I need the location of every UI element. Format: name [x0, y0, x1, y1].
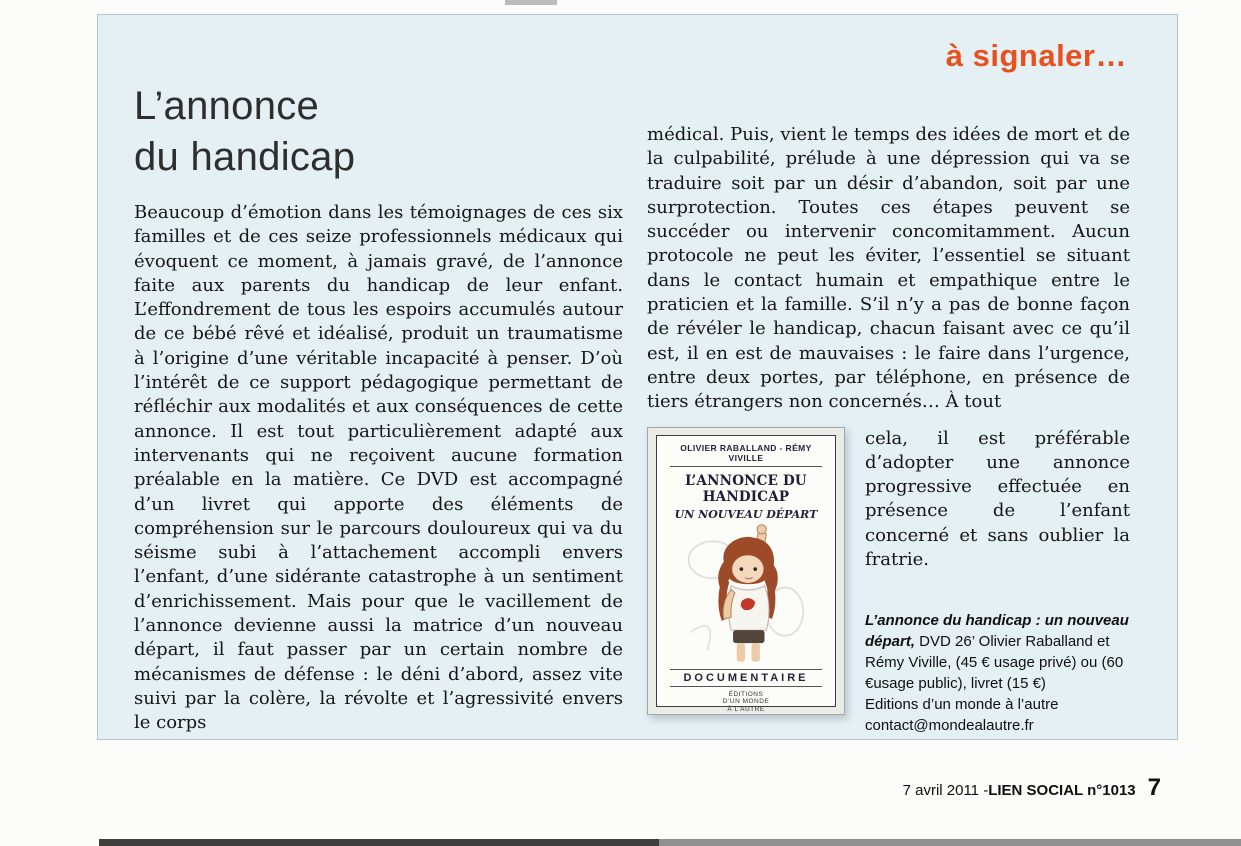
right-column-text: médical. Puis, vient le temps des idées de mort et de la culpabilité, prélude à une dépression qui va se traduire soit par un désir d’abandon, soit par une surprotection. Toutes ces étapes peuvent se succéder ou intervenir concomitamment. Aucun protocole ne peut les éviter, l’essentiel se situant dans le contact humain et empathique entre le praticien et la famille. S’il n’y a pas de bonne façon de révéler le handicap, chacun faisant avec ce qu’il est, il en est de mauvaises : le faire dans l’urgence, entre deux portes, par téléphone, en présence de tiers étrangers non concernés… À tout — [647, 124, 1130, 413]
dvd-publisher-line2: D’UN MONDE — [722, 698, 770, 706]
wrap-text: cela, il est préférable d’adopter une annonce progressive effectuée en présence de l’enfant concerné et sans oublier la fratrie. — [865, 427, 1130, 571]
caption-credits — [865, 610, 1130, 694]
scan-artifact-bottom-right — [659, 839, 1241, 846]
dvd-publisher-line3: À L’AUTRE — [727, 705, 765, 713]
caption-title: L’annonce du handicap : un nouveau départ, — [865, 612, 1129, 651]
dvd-cover-card — [656, 435, 836, 713]
footer-page-number: 7 — [1147, 774, 1161, 801]
scan-artifact-top — [505, 0, 557, 5]
caption-details: DVD 26’ Olivier Raballand et Rémy Viville, (45 € usage privé) ou (60 €usage public), livret (15 €) — [865, 633, 1124, 693]
caption-publisher: Editions d’un monde à l’autre — [865, 696, 1059, 714]
article-title-line1: L’annonce — [134, 84, 320, 128]
manga-girl-illustration — [681, 521, 811, 669]
article-title — [134, 81, 355, 183]
right-stack — [845, 427, 1130, 737]
right-column — [647, 123, 1130, 736]
left-column-text: Beaucoup d’émotion dans les témoignages de ces six familles et de ces seize professionnels médicaux qui évoquent ce moment, à jamais gravé, de l’annonce faite aux parents du handicap de leur enfant. L’effondrement de tous les espoirs accumulés autour de ce bébé rêvé et idéalisé, produit un traumatisme à l’origine d’une véritable incapacité à penser. D’où l’intérêt de ce support pédagogique permettant de réfléchir aux modalités et aux conséquences de cette annonce. Il est tout particulièrement adapté aux intervenants qui ne reçoivent aucune formation préalable en la matière. Ce DVD est accompagné d’un livret qui apporte des éléments de compréhension sur le parcours douloureux qui va du séisme subi à l’attachement accompli envers l’enfant, d’une sidérante catastrophe à un sentiment d’enrichissement. Mais pour que le vacillement de l’annonce devienne aussi la matrice d’un nouveau départ, il faut passer par un certain nombre de mécanismes de défense : le déni d’abord, assez vite suivi par la colère, la révolte et l’agressivité envers le corps — [134, 202, 623, 734]
dvd-publisher-line1: ÉDITIONS — [728, 690, 764, 698]
footer-issue: LIEN SOCIAL n°1013 — [988, 782, 1136, 799]
scan-artifact-bottom-left — [99, 839, 659, 846]
dvd-illustration — [663, 521, 829, 669]
article-container — [97, 14, 1178, 740]
dvd-title: L’ANNONCE DU HANDICAP — [685, 472, 807, 505]
article-title-line2: du handicap — [134, 135, 356, 179]
section-flag: à signaler… — [945, 38, 1127, 73]
dvd-publisher-logo — [723, 691, 770, 714]
media-row — [647, 427, 1130, 737]
page-footer — [903, 774, 1161, 802]
dvd-subtitle: UN NOUVEAU DÉPART — [674, 507, 818, 521]
dvd-caption — [865, 610, 1130, 736]
dvd-genre: DOCUMENTAIRE — [670, 669, 823, 687]
dvd-cover — [647, 427, 845, 715]
footer-date: 7 avril 2011 - — [902, 782, 989, 799]
contact-email: contact@mondealautre.fr — [865, 717, 1034, 735]
dvd-authors: OLIVIER RABALLAND - RÉMY VIVILLE — [670, 443, 823, 467]
